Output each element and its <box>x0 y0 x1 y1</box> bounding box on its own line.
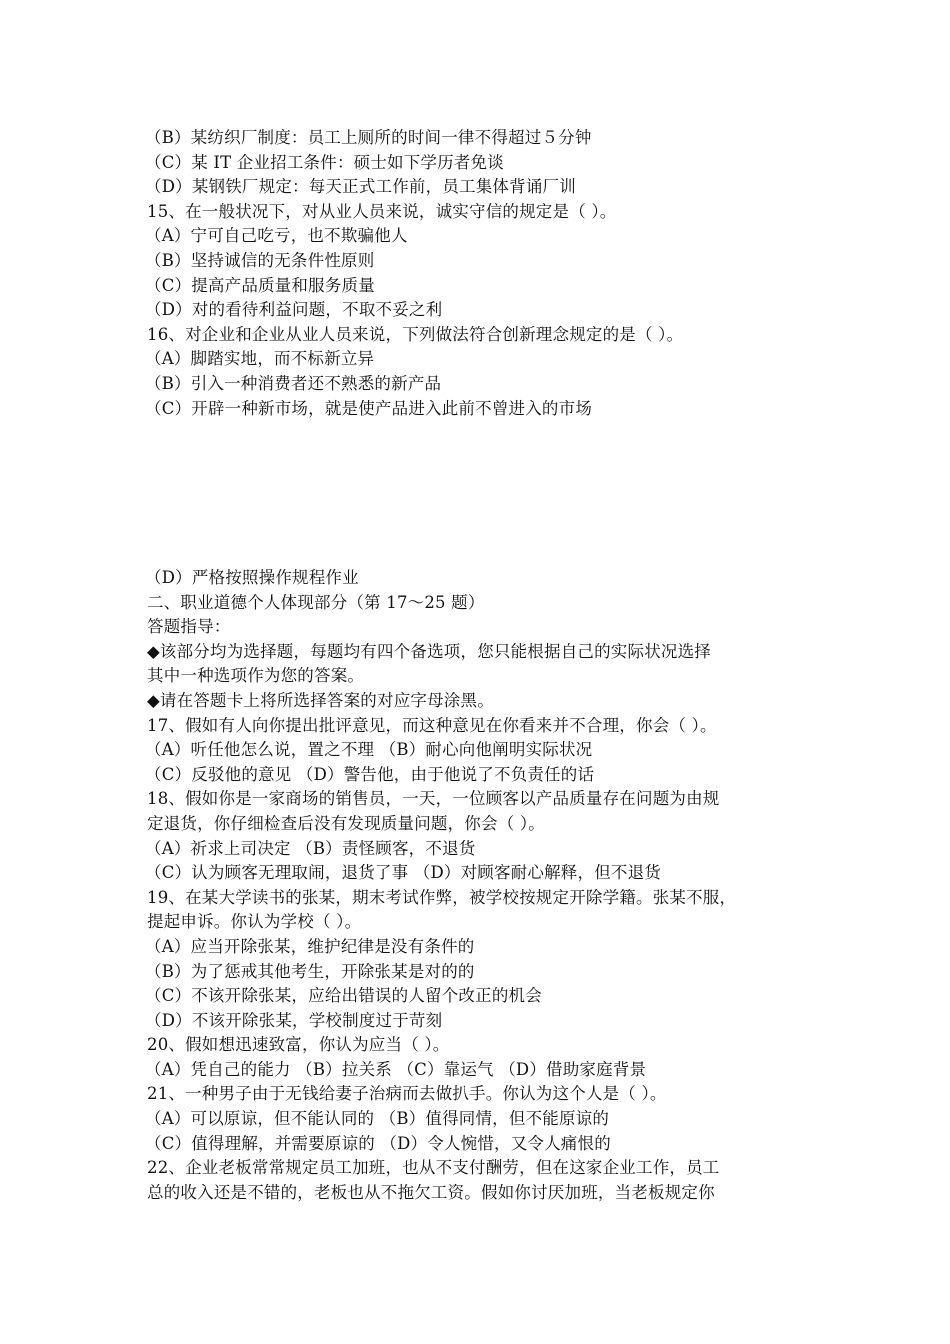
text-line: 定退货，你仔细检查后没有发现质量问题，你会（ ）。 <box>147 813 545 833</box>
question-block-bottom <box>147 566 817 1205</box>
text-line: （C）认为顾客无理取闹，退货了事 （D）对顾客耐心解释，但不退货 <box>145 863 661 883</box>
text-line: （B）某纺织厂制度：员工上厕所的时间一律不得超过５分钟 <box>145 128 592 147</box>
text-line: 18、假如你是一家商场的销售员，一天，一位顾客以产品质量存在问题为由规 <box>147 789 720 809</box>
text-line: ◆请在答题卡上将所选择答案的对应字母涂黑。 <box>147 690 494 710</box>
text-line: ◆该部分均为选择题，每题均有四个备选项，您只能根据自己的实际状况选择 <box>147 641 711 661</box>
text-line: （A）宁可自己吃亏，也不欺骗他人 <box>145 226 408 246</box>
text-line: 19、在某大学读书的张某，期末考试作弊，被学校按规定开除学籍。张某不服， <box>147 887 737 907</box>
text-line: （B）坚持诚信的无条件性原则 <box>145 250 375 270</box>
text-line: 15、在一般状况下，对从业人员来说，诚实守信的规定是（ ）。 <box>147 201 617 221</box>
text-line: 提起申诉。你认为学校（ ）。 <box>147 912 362 932</box>
text-line: （C）某 IT 企业招工条件：硕士如下学历者免谈 <box>145 152 504 172</box>
question-block-top <box>147 126 817 421</box>
text-line: （A）听任他怎么说，置之不理 （B）耐心向他阐明实际状况 <box>145 740 593 760</box>
text-line: （D）某钢铁厂规定：每天正式工作前，员工集体背诵厂训 <box>145 177 576 197</box>
text-line: （A）可以原谅，但不能认同的 （B）值得同情，但不能原谅的 <box>145 1109 610 1129</box>
text-line: （D）严格按照操作规程作业 <box>145 568 359 587</box>
text-line: 答题指导： <box>147 617 231 637</box>
text-line: 总的收入还是不错的，老板也从不拖欠工资。假如你讨厌加班，当老板规定你 <box>147 1182 715 1202</box>
text-line: （C）值得理解，并需要原谅的 （D）令人惋惜，又令人痛恨的 <box>145 1133 611 1153</box>
text-line: （A）脚踏实地，而不标新立异 <box>145 349 375 369</box>
text-line: （C）反驳他的意见 （D）警告他，由于他说了不负责任的话 <box>145 764 595 784</box>
text-line: （C）提高产品质量和服务质量 <box>145 275 375 295</box>
text-line: 20、假如想迅速致富，你认为应当（ ）。 <box>147 1035 450 1055</box>
text-line: （C）不该开除张某，应给出错误的人留个改正的机会 <box>145 986 542 1006</box>
text-line: 22、企业老板常常规定员工加班，也从不支付酬劳，但在这家企业工作，员工 <box>147 1158 720 1178</box>
text-line: 17、假如有人向你提出批评意见，而这种意见在你看来并不合理，你会（ ）。 <box>147 715 717 735</box>
text-line: （B）引入一种消费者还不熟悉的新产品 <box>145 373 442 393</box>
text-line: 16、对企业和企业从业人员来说，下列做法符合创新理念规定的是（ ）。 <box>147 324 684 344</box>
text-line: 其中一种选项作为您的答案。 <box>147 666 365 686</box>
text-line: 二、职业道德个人体现部分（第 17～25 题） <box>147 592 485 612</box>
text-line: （D）对的看待利益问题，不取不妥之利 <box>145 300 443 320</box>
text-line: （C）开辟一种新市场，就是使产品进入此前不曾进入的市场 <box>145 398 593 418</box>
text-line: 21、一种男子由于无钱给妻子治病而去做扒手。你认为这个人是（ ）。 <box>147 1084 667 1104</box>
text-line: （A）凭自己的能力 （B）拉关系 （C）靠运气 （D）借助家庭背景 <box>145 1059 647 1079</box>
text-line: （A）祈求上司决定 （B）责怪顾客，不退货 <box>145 838 476 858</box>
text-line: （A）应当开除张某，维护纪律是没有条件的 <box>145 936 475 956</box>
text-line: （D）不该开除张某，学校制度过于苛刻 <box>145 1010 443 1030</box>
text-line: （B）为了惩戒其他考生，开除张某是对的的 <box>145 961 475 981</box>
